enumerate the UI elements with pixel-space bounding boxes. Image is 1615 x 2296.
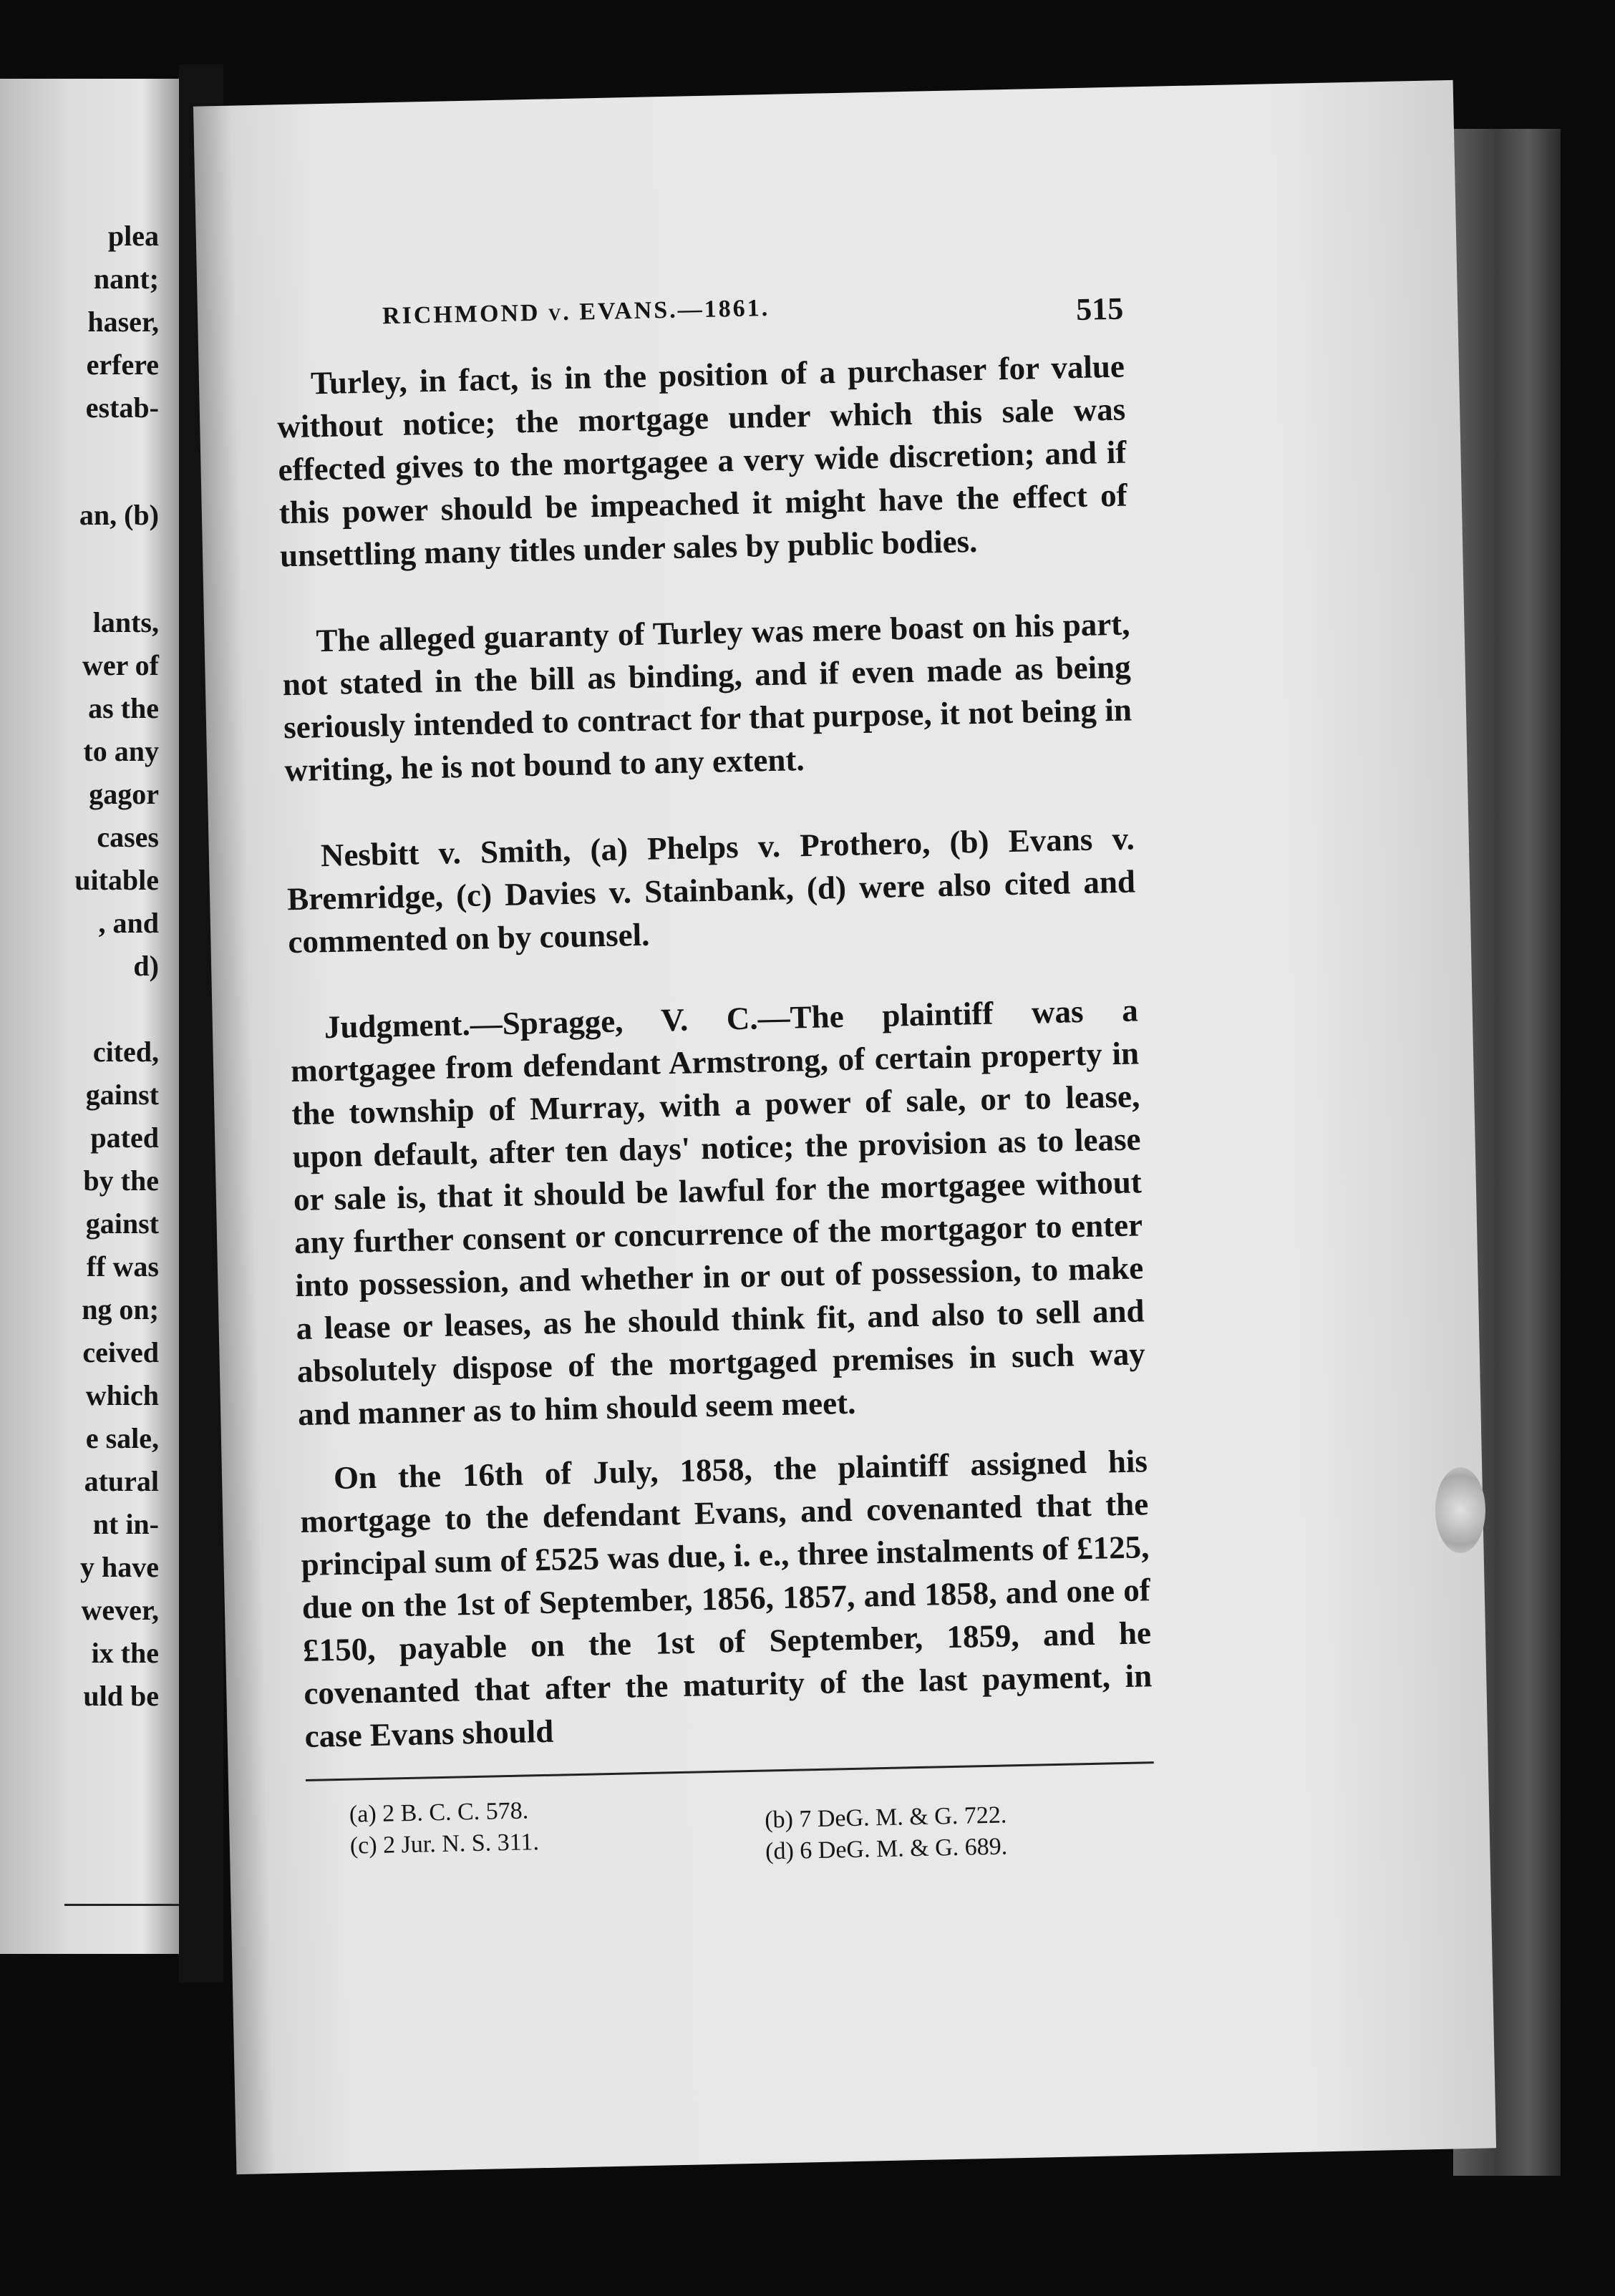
left-page-text-fragment: uitable [74,864,159,896]
left-page-text-fragment: y have [80,1551,159,1583]
footnotes [306,1782,1157,1900]
footnote: (b) 7 DeG. M. & G. 722. [764,1801,1007,1834]
left-page-text-fragment: e sale, [85,1422,159,1454]
paragraph: The alleged guaranty of Turley was mere boast on his part, not stated in the bill as binding, and if even made as being seriously intended to contract for that purpose, it not being in writing, he is not bound to any extent. [282,605,1133,789]
paragraph: Nesbitt v. Smith, (a) Phelps v. Prothero, (b) Evans v. Bremridge, (c) Davies v. Stainbank, (d) were also cited and commented on by counsel. [286,820,1136,960]
facing-page-fragment [0,79,179,1954]
footnote: (d) 6 DeG. M. & G. 689. [765,1833,1008,1865]
left-page-text-fragment: which [85,1379,159,1411]
left-page-text-fragment: as the [88,692,159,724]
left-page-text-fragment: cases [97,821,159,853]
left-page-text-fragment: erfere [86,349,159,381]
footnote-rule [306,1761,1154,1781]
left-page-text-fragment: uld be [83,1680,159,1712]
left-page-text-fragment: to any [83,735,159,767]
left-page-text-fragment: gainst [85,1079,159,1111]
paragraph: Judgment.—Spragge, V. C.—The plaintiff was a mortgagee from defendant Armstrong, of certain property in the township of Murray, with a power of sale, or to lease, upon default, after ten days' notice; the provision as to lease or sale is, that it should be lawful for the mortgagee without any further consent or concurrence of the mortgagor to enter into possession, and whether in or out of possession, to make a lease or leases, as he should think fit, and also to sell and absolutely dispose of the mortgaged premises in such way and manner as to him should seem meet. [290,992,1146,1433]
page-number: 515 [1075,291,1124,327]
left-page-text-fragment: cited, [92,1036,159,1068]
left-page-text-fragment: an, (b) [79,499,159,531]
left-page-text-fragment: plea [107,220,159,252]
left-page-text-fragment: ng on; [82,1293,159,1325]
left-page-text-fragment: ff was [86,1250,159,1283]
left-page-text-fragment: estab- [85,391,159,424]
left-page-text-fragment: ix the [91,1637,159,1669]
paragraph: On the 16th of July, 1858, the plaintiff assigned his mortgage to the defendant Evans, and covenanted that the principal sum of £525 was due, i. e., three instalments of £125, due on the 1st of September, 1856, 1857, and 1858, and one of £150, payable on the 1st of September, 1859, and he covenanted that after the maturity of the last payment, in case Evans should [299,1443,1153,1754]
paragraph: Turley, in fact, is in the position of a purchaser for value without notice; the mortgage under which this sale was effected gives to the mortgagee a very wide discretion; and if this power should be impeached it might have the effect of unsettling many titles under sales by public bodies. [276,348,1128,574]
paper-stain [1435,1467,1485,1553]
left-page-text-fragment: wer of [82,649,159,681]
footnote-column-right [765,1799,1008,1867]
left-page-text-fragment: nant; [93,263,159,295]
left-page-text-fragment: haser, [87,306,159,338]
left-page-text-fragment: , and [98,907,159,939]
left-page-text-fragment: gagor [89,778,159,810]
left-page-text-fragment: atural [84,1465,159,1497]
left-page-text-fragment: gainst [85,1207,159,1240]
left-page-text-fragment: nt in- [92,1508,159,1540]
book-page [193,80,1496,2174]
footnote: (a) 2 B. C. C. 578. [349,1797,529,1828]
left-page-footnote-rule [64,1904,179,1906]
left-page-text-fragment: by the [83,1164,159,1197]
left-page-text-fragment: wever, [81,1594,159,1626]
left-page-text-fragment: d) [133,950,159,982]
page-content [275,281,1157,1900]
footnote-column-left [349,1795,540,1862]
left-page-text-fragment: lants, [92,606,159,638]
footnote: (c) 2 Jur. N. S. 311. [349,1829,540,1859]
left-page-text-fragment: pated [90,1122,159,1154]
running-title: RICHMOND v. EVANS.—1861. [382,294,770,330]
left-page-text-fragment: ceived [82,1336,159,1368]
